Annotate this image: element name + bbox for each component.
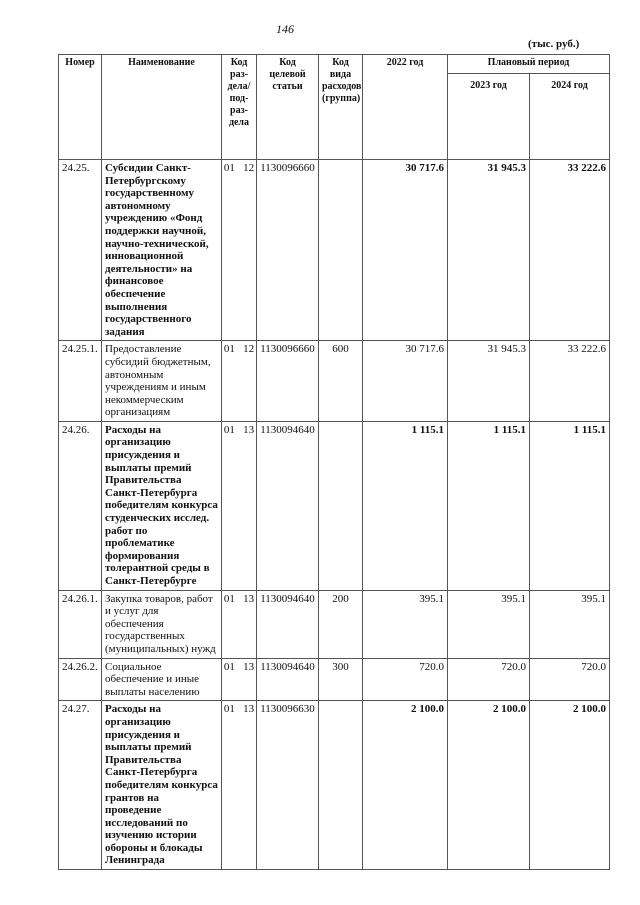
- row-number: 24.25.: [59, 160, 102, 341]
- row-expense-code: [319, 421, 363, 590]
- row-number: 24.26.2.: [59, 658, 102, 701]
- header-2022: 2022 год: [363, 55, 448, 160]
- row-value-2023: 395.1: [448, 590, 530, 658]
- table-row: [59, 160, 610, 341]
- page-number: 146: [276, 22, 294, 36]
- header-planned-period: Плановый период: [448, 55, 610, 74]
- row-expense-code: [319, 160, 363, 341]
- header-expense: Код вида расходов (группа): [319, 55, 363, 160]
- header-row: [59, 55, 610, 74]
- row-name: Субсидии Санкт-Петербургскому государственному автономному учреждению «Фонд поддержки научной, научно-технической, инновационной деятельности» на финансовое обеспечение выполнения государственного задания: [102, 160, 222, 341]
- row-value-2024: 720.0: [530, 658, 610, 701]
- header-name: Наименование: [102, 55, 222, 160]
- row-value-2022: 395.1: [363, 590, 448, 658]
- row-value-2024: 33 222.6: [530, 160, 610, 341]
- row-section-code: [222, 701, 257, 870]
- row-value-2022: 720.0: [363, 658, 448, 701]
- subsection-code: 12: [243, 162, 255, 174]
- row-number: 24.27.: [59, 701, 102, 870]
- section-code: 01: [223, 343, 235, 356]
- row-target-code: 1130094640: [257, 421, 319, 590]
- subsection-code: 13: [243, 703, 255, 716]
- subsection-code: 13: [243, 423, 255, 436]
- section-code: 01: [223, 162, 235, 174]
- header-2023: 2023 год: [448, 74, 530, 160]
- row-value-2022: 30 717.6: [363, 160, 448, 341]
- row-value-2024: 395.1: [530, 590, 610, 658]
- table-body: [59, 160, 610, 870]
- row-target-code: 1130096660: [257, 160, 319, 341]
- table-row: [59, 590, 610, 658]
- header-number: Номер: [59, 55, 102, 160]
- row-section-code: [222, 658, 257, 701]
- units-label: (тыс. руб.): [528, 38, 580, 50]
- row-value-2022: 1 115.1: [363, 421, 448, 590]
- row-name: Закупка товаров, работ и услуг для обеспечения государственных (муниципальных) нужд: [102, 590, 222, 658]
- row-expense-code: [319, 701, 363, 870]
- row-number: 24.25.1.: [59, 341, 102, 422]
- row-target-code: 1130096630: [257, 701, 319, 870]
- budget-table: [58, 54, 610, 870]
- row-name: Расходы на организацию присуждения и выплаты премий Правительства Санкт-Петербурга победителям конкурса грантов на проведение исследований по изучению истории обороны и блокады Ленинграда: [102, 701, 222, 870]
- row-target-code: 1130096660: [257, 341, 319, 422]
- row-section-code: [222, 160, 257, 341]
- row-value-2024: 1 115.1: [530, 421, 610, 590]
- row-value-2022: 2 100.0: [363, 701, 448, 870]
- row-target-code: 1130094640: [257, 590, 319, 658]
- row-name: Предоставление субсидий бюджетным, автономным учреждениям и иным некоммерческим организациям: [102, 341, 222, 422]
- row-value-2023: 31 945.3: [448, 341, 530, 422]
- row-value-2022: 30 717.6: [363, 341, 448, 422]
- row-number: 24.26.1.: [59, 590, 102, 658]
- row-value-2023: 31 945.3: [448, 160, 530, 341]
- row-section-code: [222, 590, 257, 658]
- row-target-code: 1130094640: [257, 658, 319, 701]
- row-value-2024: 33 222.6: [530, 341, 610, 422]
- subsection-code: 12: [243, 343, 255, 356]
- header-2024: 2024 год: [530, 74, 610, 160]
- row-name: Расходы на организацию присуждения и выплаты премий Правительства Санкт-Петербурга победителям конкурса студенческих исслед. работ по проблематике формирования толерантной среды в Санкт-Петербурге: [102, 421, 222, 590]
- row-value-2023: 720.0: [448, 658, 530, 701]
- row-number: 24.26.: [59, 421, 102, 590]
- row-section-code: [222, 341, 257, 422]
- row-expense-code: 300: [319, 658, 363, 701]
- row-value-2023: 1 115.1: [448, 421, 530, 590]
- row-expense-code: 200: [319, 590, 363, 658]
- row-value-2024: 2 100.0: [530, 701, 610, 870]
- section-code: 01: [223, 592, 235, 605]
- row-name: Социальное обеспечение и иные выплаты населению: [102, 658, 222, 701]
- table-row: [59, 701, 610, 870]
- header-section: Код раз-дела/ под-раз-дела: [222, 55, 257, 160]
- subsection-code: 13: [243, 592, 255, 605]
- table-row: [59, 421, 610, 590]
- section-code: 01: [223, 660, 235, 673]
- row-section-code: [222, 421, 257, 590]
- table-row: [59, 658, 610, 701]
- subsection-code: 13: [243, 660, 255, 673]
- header-target: Код целевой статьи: [257, 55, 319, 160]
- table-row: [59, 341, 610, 422]
- row-value-2023: 2 100.0: [448, 701, 530, 870]
- section-code: 01: [223, 703, 235, 716]
- row-expense-code: 600: [319, 341, 363, 422]
- section-code: 01: [223, 423, 235, 436]
